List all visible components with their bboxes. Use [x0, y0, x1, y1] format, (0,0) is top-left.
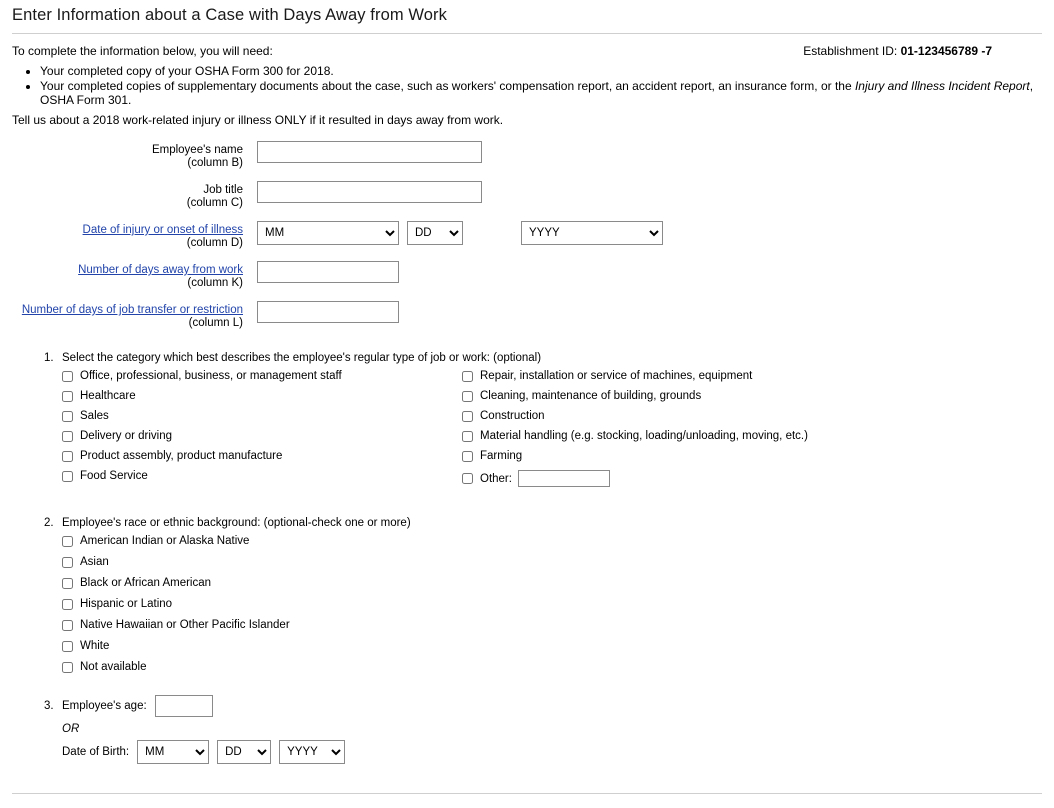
checkbox-american-indian[interactable] — [62, 535, 1042, 547]
date-of-injury-month-select[interactable] — [257, 221, 399, 245]
option-label: Food Service — [80, 470, 148, 482]
checkbox-product-assembly[interactable] — [62, 450, 462, 462]
question-3-number: 3. — [44, 700, 54, 712]
checkbox-input[interactable] — [62, 641, 73, 652]
question-1 — [12, 352, 1042, 495]
checkbox-farming[interactable] — [462, 450, 808, 462]
checkbox-input[interactable] — [62, 411, 73, 422]
label-days-transfer — [12, 301, 257, 330]
requirements-list — [12, 64, 1042, 107]
checkbox-sales[interactable] — [62, 410, 462, 422]
label-column: (column K) — [187, 277, 243, 289]
dob-day-select[interactable] — [217, 740, 271, 764]
checkbox-asian[interactable] — [62, 556, 1042, 568]
checkbox-input[interactable] — [462, 371, 473, 382]
checkbox-other-row — [462, 470, 808, 487]
label-date-of-injury — [12, 221, 257, 250]
question-1-left-column — [62, 370, 462, 495]
option-label: Material handling (e.g. stocking, loading/unloading, moving, etc.) — [480, 430, 808, 442]
checkbox-input[interactable] — [62, 536, 73, 547]
question-1-header — [44, 352, 1042, 364]
date-of-injury-year-select[interactable] — [521, 221, 663, 245]
option-label: Sales — [80, 410, 109, 422]
checkbox-input[interactable] — [62, 471, 73, 482]
question-3-header — [44, 695, 1042, 717]
page-title: Enter Information about a Case with Days Away from Work — [12, 6, 447, 24]
question-1-right-column — [462, 370, 808, 495]
checkbox-healthcare[interactable] — [62, 390, 462, 402]
checkbox-input[interactable] — [462, 391, 473, 402]
option-label: Office, professional, business, or management staff — [80, 370, 342, 382]
option-label: White — [80, 640, 110, 652]
checkbox-delivery-driving[interactable] — [62, 430, 462, 442]
checkbox-input[interactable] — [462, 451, 473, 462]
checkbox-white[interactable] — [62, 640, 1042, 652]
requirement-italic: Injury and Illness Incident Report — [854, 79, 1030, 93]
field-row-job-title — [12, 181, 1042, 210]
option-label: Asian — [80, 556, 109, 568]
question-1-text: Select the category which best describes the employee's regular type of job or work: (optional) — [62, 352, 542, 364]
days-transfer-input[interactable] — [257, 301, 399, 323]
option-label: Product assembly, product manufacture — [80, 450, 283, 462]
days-away-input[interactable] — [257, 261, 399, 283]
date-of-birth-row — [62, 740, 1042, 764]
job-title-input[interactable] — [257, 181, 482, 203]
checkbox-repair-installation[interactable] — [462, 370, 808, 382]
question-1-options — [62, 370, 1042, 495]
label-employee-name — [12, 141, 257, 170]
option-label: Healthcare — [80, 390, 136, 402]
checkbox-office-staff[interactable] — [62, 370, 462, 382]
question-1-number: 1. — [44, 352, 54, 364]
title-divider — [12, 33, 1042, 34]
checkbox-input[interactable] — [62, 578, 73, 589]
label-job-title — [12, 181, 257, 210]
question-3-text: Employee's age: — [62, 700, 147, 712]
checkbox-input[interactable] — [462, 411, 473, 422]
form-fields — [12, 141, 1042, 330]
field-row-date-of-injury — [12, 221, 1042, 250]
checkbox-input[interactable] — [62, 391, 73, 402]
checkbox-input[interactable] — [462, 431, 473, 442]
bottom-divider — [12, 793, 1042, 794]
establishment-id — [803, 44, 1042, 58]
option-label: Delivery or driving — [80, 430, 173, 442]
option-label: Repair, installation or service of machines, equipment — [480, 370, 753, 382]
establishment-id-value: 01-123456789 -7 — [900, 44, 992, 58]
label-column: (column C) — [186, 197, 243, 209]
option-label: American Indian or Alaska Native — [80, 535, 250, 547]
dob-month-select[interactable] — [137, 740, 209, 764]
option-label: Construction — [480, 410, 545, 422]
date-of-injury-day-select[interactable] — [407, 221, 463, 245]
option-label: Not available — [80, 661, 147, 673]
checkbox-input[interactable] — [462, 473, 473, 484]
checkbox-input[interactable] — [62, 451, 73, 462]
checkbox-cleaning-maintenance[interactable] — [462, 390, 808, 402]
employee-name-input[interactable] — [257, 141, 482, 163]
date-of-injury-help-link[interactable]: Date of injury or onset of illness — [82, 224, 243, 236]
establishment-id-label: Establishment ID: — [803, 44, 898, 58]
question-2-header — [44, 517, 1042, 529]
requirement-text: Your completed copy of your OSHA Form 300 for 2018. — [40, 64, 334, 78]
question-3 — [12, 695, 1042, 764]
checkbox-input[interactable] — [62, 620, 73, 631]
question-2-options — [62, 535, 1042, 673]
field-row-employee-name — [12, 141, 1042, 170]
checkbox-input[interactable] — [62, 662, 73, 673]
requirement-text-end: , OSHA Form 301. — [40, 79, 1034, 107]
label-text: Employee's name — [151, 144, 243, 156]
label-days-away — [12, 261, 257, 290]
intro-row — [12, 44, 1042, 58]
intro-lead: To complete the information below, you will need: — [12, 44, 273, 58]
checkbox-input[interactable] — [62, 431, 73, 442]
option-label: Other: — [480, 472, 512, 485]
days-transfer-help-link[interactable]: Number of days of job transfer or restriction — [21, 304, 243, 316]
list-item — [40, 64, 1042, 78]
option-label: Cleaning, maintenance of building, grounds — [480, 390, 702, 402]
option-label: Black or African American — [80, 577, 212, 589]
requirement-text: Your completed copies of supplementary documents about the case, such as workers' compensation report, an accident report, an insurance form, or the — [40, 79, 855, 93]
instruction-text: Tell us about a 2018 work-related injury or illness ONLY if it resulted in days away from work. — [12, 113, 504, 127]
option-label: Farming — [480, 450, 523, 462]
field-row-days-away — [12, 261, 1042, 290]
label-column: (column D) — [186, 237, 243, 249]
checkbox-construction[interactable] — [462, 410, 808, 422]
days-away-help-link[interactable]: Number of days away from work — [78, 264, 243, 276]
checkbox-input[interactable] — [62, 599, 73, 610]
checkbox-hispanic-latino[interactable] — [62, 598, 1042, 610]
checkbox-native-hawaiian[interactable] — [62, 619, 1042, 631]
checkbox-not-available[interactable] — [62, 661, 1042, 673]
label-column: (column L) — [188, 317, 243, 329]
checkbox-input[interactable] — [62, 371, 73, 382]
or-separator: OR — [62, 723, 80, 735]
checkbox-black-african-american[interactable] — [62, 577, 1042, 589]
option-label: Native Hawaiian or Other Pacific Islander — [80, 619, 290, 631]
question-2-text: Employee's race or ethnic background: (optional-check one or more) — [62, 517, 411, 529]
other-category-input[interactable] — [518, 470, 610, 487]
date-of-injury-group — [257, 221, 663, 245]
employee-age-input[interactable] — [155, 695, 213, 717]
date-of-birth-label: Date of Birth: — [62, 746, 130, 758]
option-label: Hispanic or Latino — [80, 598, 173, 610]
checkbox-material-handling[interactable] — [462, 430, 808, 442]
checkbox-food-service[interactable] — [62, 470, 462, 482]
label-column: (column B) — [187, 157, 243, 169]
field-row-days-transfer — [12, 301, 1042, 330]
question-2 — [12, 517, 1042, 673]
dob-year-select[interactable] — [279, 740, 345, 764]
label-text: Job title — [203, 184, 243, 196]
checkbox-input[interactable] — [62, 557, 73, 568]
list-item — [40, 79, 1042, 107]
question-2-number: 2. — [44, 517, 54, 529]
